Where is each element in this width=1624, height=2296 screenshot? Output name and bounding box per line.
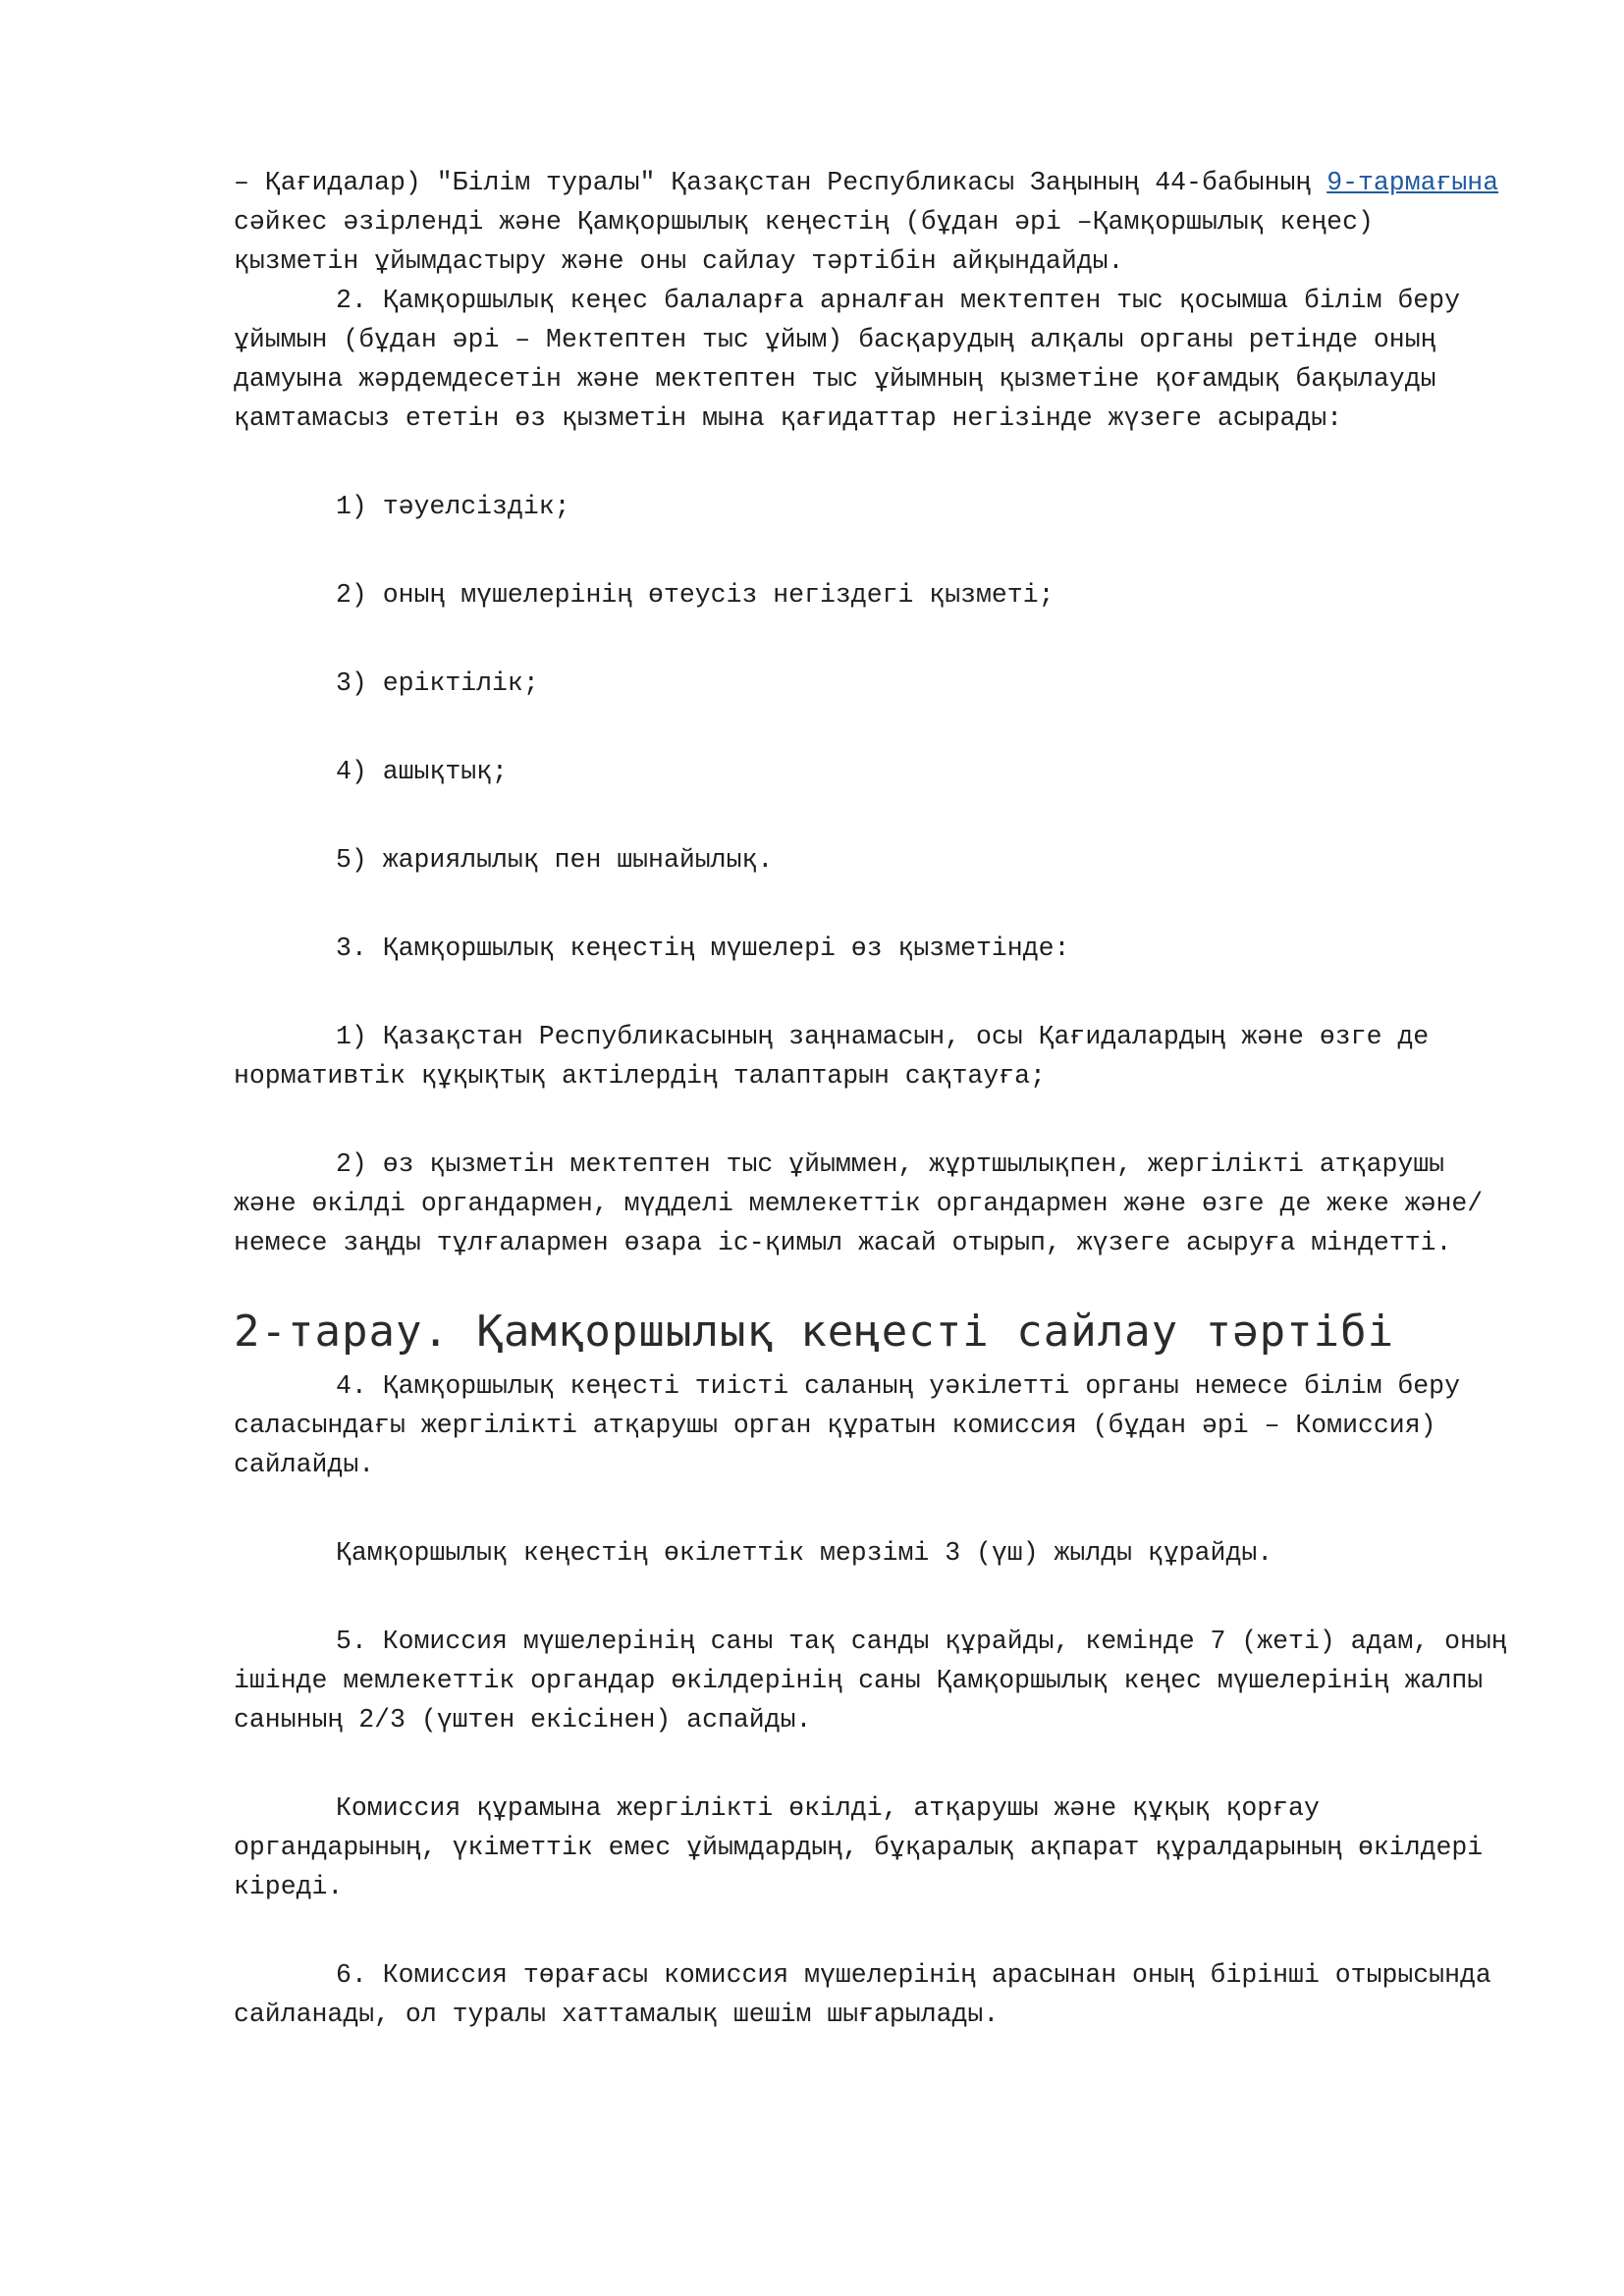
- paragraph-1-text-b: сәйкес әзірленді және Қамқоршылық кеңестің (бұдан әрі –Қамқоршылық кеңес) қызметін ұйымдастыру және оны сайлау тәртібін айқындайды.: [234, 207, 1374, 276]
- paragraph-2: 2. Қамқоршылық кеңес балаларға арналған мектептен тыс қосымша білім беру ұйымын (бұдан әрі – Мектептен тыс ұйым) басқарудың алқалы органы ретінде оның дамуына жәрдемдесетін және мектептен тыс ұйымның қызметіне қоғамдық бақылауды қамтамасыз ететін өз қызметін мына қағидаттар негізінде жүзеге асырады:: [234, 286, 1460, 433]
- paragraph-6: 6. Комиссия төрағасы комиссия мүшелерінің арасынан оның бірінші отырысында сайланады, ол туралы хаттамалық шешім шығарылады.: [234, 1960, 1491, 2029]
- principle-item-2: 2) оның мүшелерінің өтеусіз негіздегі қызметі;: [336, 580, 1055, 610]
- document-body: [234, 163, 1510, 2034]
- paragraph-4: 4. Қамқоршылық кеңесті тиісті саланың уәкілетті органы немесе білім беру саласындағы жергілікті атқарушы орган құратын комиссия (бұдан әрі – Комиссия) сайлайды.: [234, 1371, 1460, 1479]
- paragraph-4-term: Қамқоршылық кеңестің өкілеттік мерзімі 3 (үш) жылды құрайды.: [336, 1538, 1273, 1568]
- paragraph-1-text-a: – Қағидалар) "Білім туралы" Қазақстан Республикасы Заңының 44-бабының: [234, 168, 1327, 197]
- principle-item-5: 5) жариялылық пен шынайылық.: [336, 845, 774, 875]
- duty-item-1: 1) Қазақстан Республикасының заңнамасын, осы Қағидалардың және өзге де нормативтік құқықтық актілердің талаптарын сақтауға;: [234, 1022, 1430, 1091]
- paragraph-1: [234, 163, 1510, 281]
- paragraph-5-composition: Комиссия құрамына жергілікті өкілді, атқарушы және құқық қорғау органдарының, үкіметтік емес ұйымдардың, бұқаралық ақпарат құралдарының өкілдері кіреді.: [234, 1793, 1484, 1901]
- chapter-heading: 2-тарау. Қамқоршылық кеңесті сайлау тәртібі: [234, 1307, 1395, 1357]
- principle-item-3: 3) еріктілік;: [336, 668, 539, 698]
- paragraph-3: 3. Қамқоршылық кеңестің мүшелері өз қызметінде:: [336, 934, 1070, 963]
- duty-item-2: 2) өз қызметін мектептен тыс ұйыммен, жұртшылықпен, жергілікті атқарушы және өкілді органдармен, мүдделі мемлекеттік органдармен және өзге де жеке және/немесе заңды тұлғалармен өзара іс-қимыл жасай отырып, жүзеге асыруға міндетті.: [234, 1149, 1484, 1257]
- paragraph-5: 5. Комиссия мүшелерінің саны тақ санды құрайды, кемінде 7 (жеті) адам, оның ішінде мемлекеттік органдар өкілдерінің саны Қамқоршылық кеңес мүшелерінің жалпы санының 2/3 (үштен екісінен) аспайды.: [234, 1627, 1507, 1735]
- principle-item-1: 1) тәуелсіздік;: [336, 492, 570, 521]
- law-article-link[interactable]: 9-тармағына: [1326, 168, 1499, 197]
- principle-item-4: 4) ашықтық;: [336, 757, 508, 786]
